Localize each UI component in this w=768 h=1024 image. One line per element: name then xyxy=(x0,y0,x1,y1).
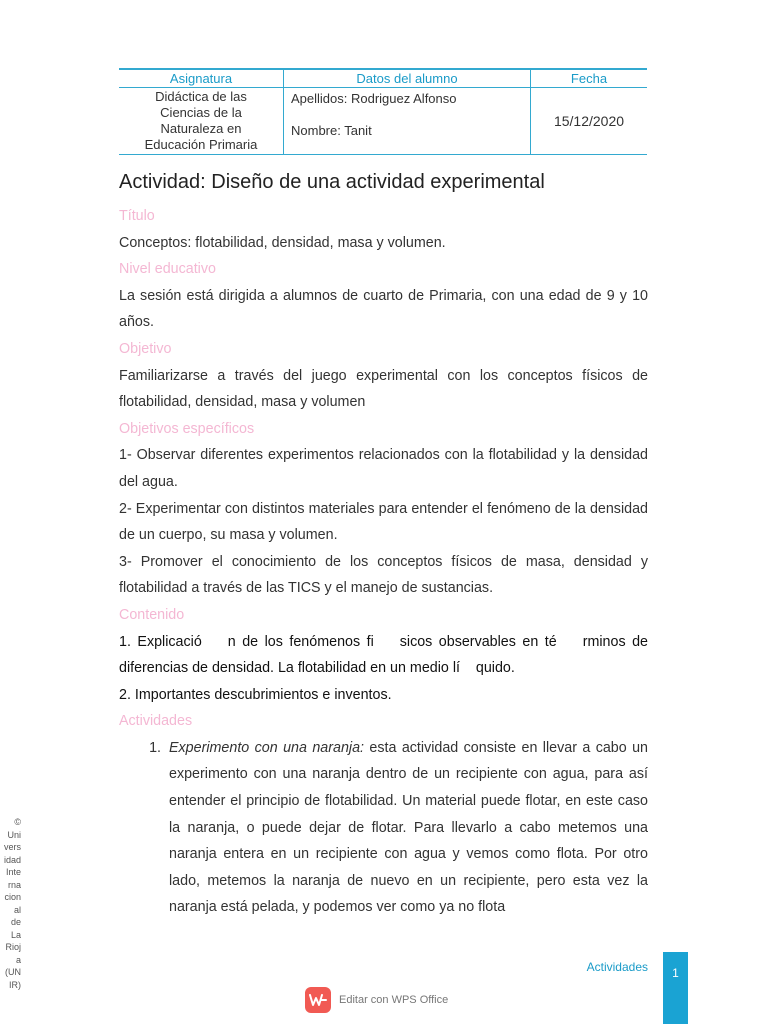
header-col-subject: Asignatura xyxy=(119,69,284,88)
margin-note-line: a xyxy=(15,954,21,965)
date-cell: 15/12/2020 xyxy=(531,88,648,155)
page-number-tab: 1 xyxy=(663,952,688,1024)
header-col-date: Fecha xyxy=(531,69,648,88)
objetivo-text: Familiarizarse a través del juego experimental con los conceptos físicos de flotabilidad, densidad, masa y volumen xyxy=(119,367,648,411)
subject-line: Educación Primaria xyxy=(144,137,258,152)
especifico-item: 2- Experimentar con distintos materiales para entender el fenómeno de la densidad de un cuerpo, su masa y volumen. xyxy=(119,500,648,544)
margin-note-line: de xyxy=(10,917,21,927)
margin-note-line: Inte xyxy=(5,867,21,877)
margin-note-line: Rioj xyxy=(5,942,21,952)
subject-cell xyxy=(119,88,284,155)
student-cell xyxy=(284,88,531,155)
footer-section-label: Actividades xyxy=(586,960,648,974)
document-body xyxy=(119,203,652,921)
header-col-student: Datos del alumno xyxy=(284,69,531,88)
wps-edit-label: Editar con WPS Office xyxy=(339,994,449,1006)
page-title: Actividad: Diseño de una actividad experimental xyxy=(119,171,545,193)
margin-note-line: La xyxy=(10,929,21,940)
wps-edit-button[interactable] xyxy=(305,987,448,1013)
activities-list xyxy=(119,735,648,921)
margin-note-line: rna xyxy=(7,879,21,890)
student-name: Nombre: Tanit xyxy=(291,123,372,138)
titulo-text: Conceptos: flotabilidad, densidad, masa y volumen. xyxy=(119,234,446,251)
activity-item xyxy=(165,735,648,921)
activity-title: Experimento con una naranja: xyxy=(169,739,365,756)
margin-note-line: al xyxy=(13,904,21,915)
margin-note-line: Uni xyxy=(7,829,21,840)
margin-note-line: vers xyxy=(3,842,21,852)
header-table xyxy=(119,68,647,155)
subject-line: Naturaleza en xyxy=(160,121,242,136)
subject-line: Didáctica de las xyxy=(155,89,247,104)
section-heading-objetivo: Objetivo xyxy=(119,340,172,357)
section-heading-titulo: Título xyxy=(119,208,155,224)
margin-note-line: © xyxy=(14,817,21,827)
copyright-margin-note xyxy=(0,816,21,991)
section-heading-actividades: Actividades xyxy=(119,713,193,730)
wps-logo-icon xyxy=(305,987,331,1013)
student-surname: Apellidos: Rodriguez Alfonso xyxy=(291,91,457,106)
especifico-item: 3- Promover el conocimiento de los conceptos físicos de masa, densidad y flotabilidad a través de las TICS y el manejo de sustancias. xyxy=(119,553,648,597)
contenido-item: 1. Explicació n de los fenómenos fi sicos observables en té rminos de diferencias de densidad. La flotabilidad en un medio lí quido. xyxy=(119,633,652,677)
margin-note-line: cion xyxy=(4,892,21,902)
nivel-text: La sesión está dirigida a alumnos de cuarto de Primaria, con una edad de 9 y 10 años. xyxy=(119,287,648,331)
contenido-item: 2. Importantes descubrimientos e inventos. xyxy=(119,686,392,703)
subject-line: Ciencias de la xyxy=(160,105,242,120)
section-heading-contenido: Contenido xyxy=(119,606,185,623)
margin-note-line: idad xyxy=(3,854,21,865)
section-heading-nivel: Nivel educativo xyxy=(119,261,216,278)
margin-note-line: (UN xyxy=(5,967,21,977)
especifico-item: 1- Observar diferentes experimentos relacionados con la flotabilidad y la densidad del agua. xyxy=(119,447,648,490)
margin-note-line: IR) xyxy=(9,979,21,990)
activity-description: esta actividad consiste en llevar a cabo un experimento con una naranja dentro de un recipiente con agua, para así entender el principio de flotabilidad. Un material puede flotar, en este caso la naranja, o puede dejar de flotar. Para llevarlo a cabo metemos una naranja entera en un recipiente con agua y vemos como flota. Por otro lado, metemos la naranja de nuevo en un recipiente, pero esta vez la naranja está pelada, y podemos ver como ya no flota xyxy=(169,739,648,916)
section-heading-especificos: Objetivos específicos xyxy=(119,420,255,437)
